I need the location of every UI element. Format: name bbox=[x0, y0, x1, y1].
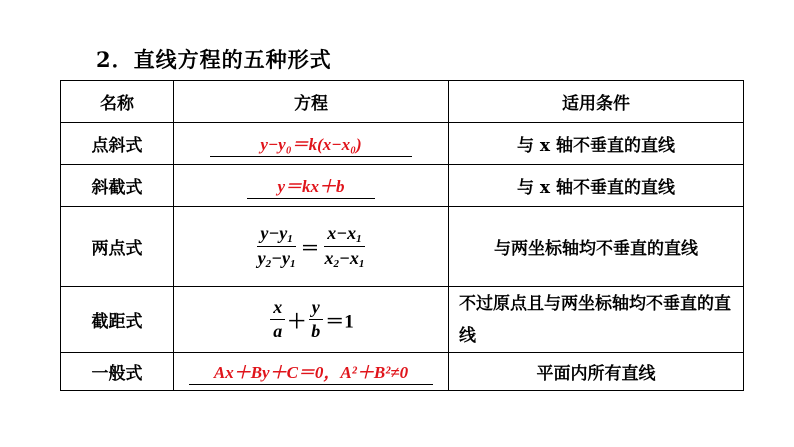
line-equation-forms-table bbox=[60, 80, 744, 391]
row-equation-cell bbox=[174, 287, 449, 353]
equation-two-point: $\frac{y-y_1}{y_2-y_1}$ ＝ $\frac{x-x_1}{x_2-x_1}$ bbox=[253, 235, 370, 255]
table-row-two-point bbox=[61, 207, 744, 287]
answer-blank bbox=[247, 172, 375, 199]
fraction-x: $\frac{x-x_1}{x_2-x_1}$ bbox=[324, 223, 365, 270]
answer-blank bbox=[189, 358, 433, 385]
row-name: 两点式 bbox=[61, 207, 174, 287]
row-equation-cell bbox=[174, 123, 449, 165]
answer-point-slope: y−y₀＝k(x−x₀) bbox=[260, 135, 362, 154]
row-name: 截距式 bbox=[61, 287, 174, 353]
table-header-row bbox=[61, 81, 744, 123]
answer-blank bbox=[210, 130, 412, 157]
header-equation: 方程 bbox=[174, 81, 449, 123]
row-equation-cell bbox=[174, 353, 449, 391]
answer-general: Ax＋By＋C＝0，A²＋B²≠0 bbox=[213, 363, 409, 382]
table-row-general bbox=[61, 353, 744, 391]
section-heading: 2．直线方程的五种形式 bbox=[96, 47, 332, 72]
row-condition: 不过原点且与两坐标轴均不垂直的直线 bbox=[449, 287, 744, 353]
equation-intercept: $\frac{x}{a}$ ＋ $\frac{y}{b}$ ＝1 bbox=[268, 308, 354, 328]
table-row-point-slope bbox=[61, 123, 744, 165]
header-condition: 适用条件 bbox=[449, 81, 744, 123]
row-name: 一般式 bbox=[61, 353, 174, 391]
fraction-y: $\frac{y-y_1}{y_2-y_1}$ bbox=[257, 223, 296, 270]
table-row-intercept bbox=[61, 287, 744, 353]
table-row-slope-intercept bbox=[61, 165, 744, 207]
header-name: 名称 bbox=[61, 81, 174, 123]
row-condition: 与两坐标轴均不垂直的直线 bbox=[449, 207, 744, 287]
row-condition: 与 x 轴不垂直的直线 bbox=[449, 123, 744, 165]
row-name: 点斜式 bbox=[61, 123, 174, 165]
row-equation-cell bbox=[174, 207, 449, 287]
answer-slope-intercept: y＝kx＋b bbox=[277, 177, 345, 196]
row-condition: 与 x 轴不垂直的直线 bbox=[449, 165, 744, 207]
row-equation-cell bbox=[174, 165, 449, 207]
row-name: 斜截式 bbox=[61, 165, 174, 207]
row-condition: 平面内所有直线 bbox=[449, 353, 744, 391]
